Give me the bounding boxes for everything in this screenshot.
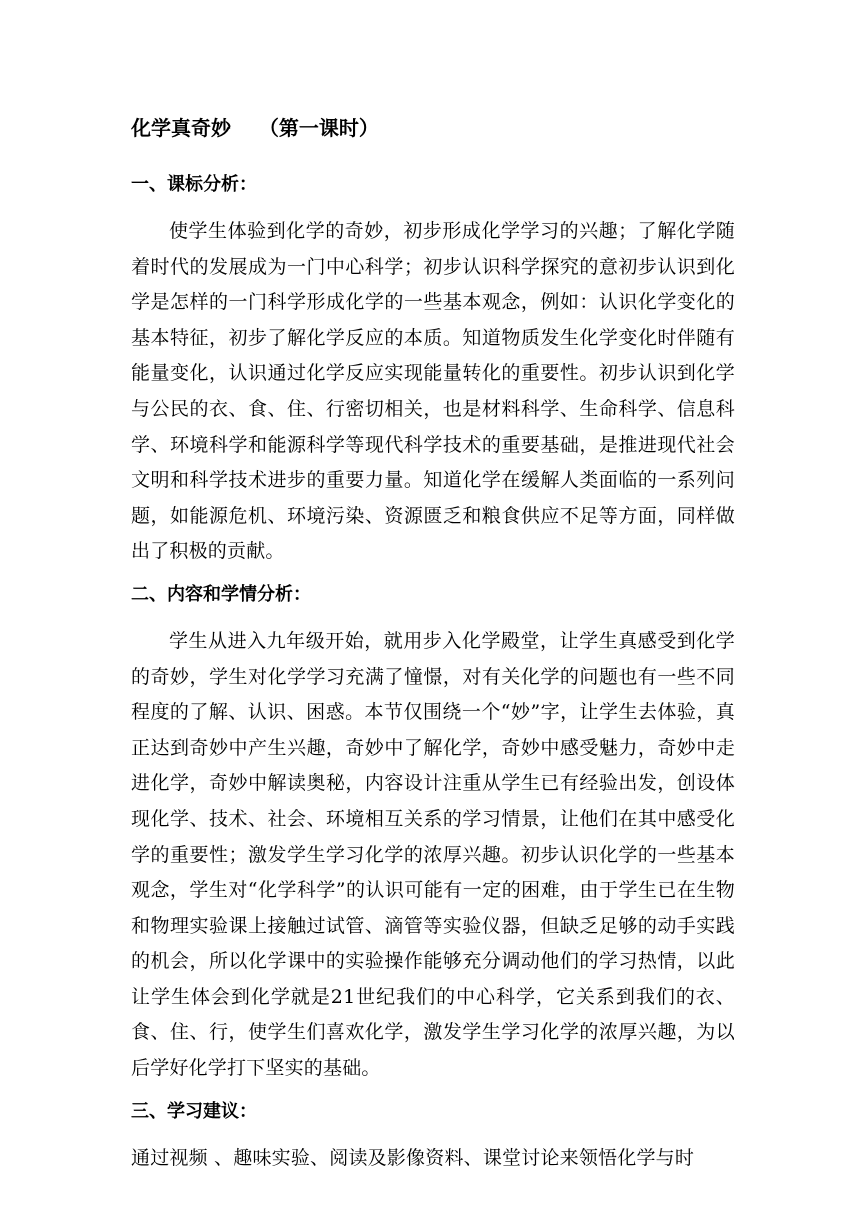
document-page xyxy=(131,112,735,1186)
paragraph-curriculum-analysis: 使学生体验到化学的奇妙，初步形成化学学习的兴趣；了解化学随着时代的发展成为一门中心科学；初步认识科学探究的意初步认识到化学是怎样的一门科学形成化学的一些基本观念，例如：认识化学变化的基本特征，初步了解化学反应的本质。知道物质发生化学变化时伴随有能量变化，认识通过化学反应实现能量转化的重要性。初步认识到化学与公民的衣、食、住、行密切相关，也是材料科学、生命科学、信息科学、环境科学和能源科学等现代科学技术的重要基础，是推进现代社会文明和科学技术进步的重要力量。知道化学在缓解人类面临的一系列问题，如能源危机、环境污染、资源匮乏和粮食供应不足等方面，同样做出了积极的贡献。 xyxy=(131,220,735,563)
section-heading-curriculum-analysis: 一、课标分析： xyxy=(131,174,257,195)
paragraph-content-analysis: 学生从进入九年级开始，就用步入化学殿堂，让学生真感受到化学的奇妙，学生对化学学习充满了憧憬，对有关化学的问题也有一些不同程度的了解、认识、困惑。本节仅围绕一个“妙”字，让学生去体验，真正达到奇妙中产生兴趣，奇妙中了解化学，奇妙中感受魅力，奇妙中走进化学，奇妙中解读奥秘，内容设计注重从学生已有经验出发，创设体现化学、技术、社会、环境相互关系的学习情景，让他们在其中感受化学的重要性；激发学生学习化学的浓厚兴趣。初步认识化学的一些基本观念，学生对“化学科学”的认识可能有一定的困难，由于学生已在生物和物理实验课上接触过试管、滴管等实验仪器，但缺乏足够的动手实践的机会，所以化学课中的实验操作能够充分调动他们的学习热情，以此让学生体会到化学就是21世纪我们的中心科学，它关系到我们的衣、食、住、行，使学生们喜欢化学，激发学生学习化学的浓厚兴趣，为以后学好化学打下坚实的基础。 xyxy=(131,629,735,1080)
section-heading-content-analysis: 二、内容和学情分析： xyxy=(131,583,311,605)
section-heading-learning-suggestions: 三、学习建议： xyxy=(131,1100,257,1122)
document-title: 化学真奇妙 （第一课时） xyxy=(131,116,379,140)
paragraph-learning-suggestions: 通过视频 、趣味实验、阅读及影像资料、课堂讨论来领悟化学与时 xyxy=(131,1146,695,1169)
